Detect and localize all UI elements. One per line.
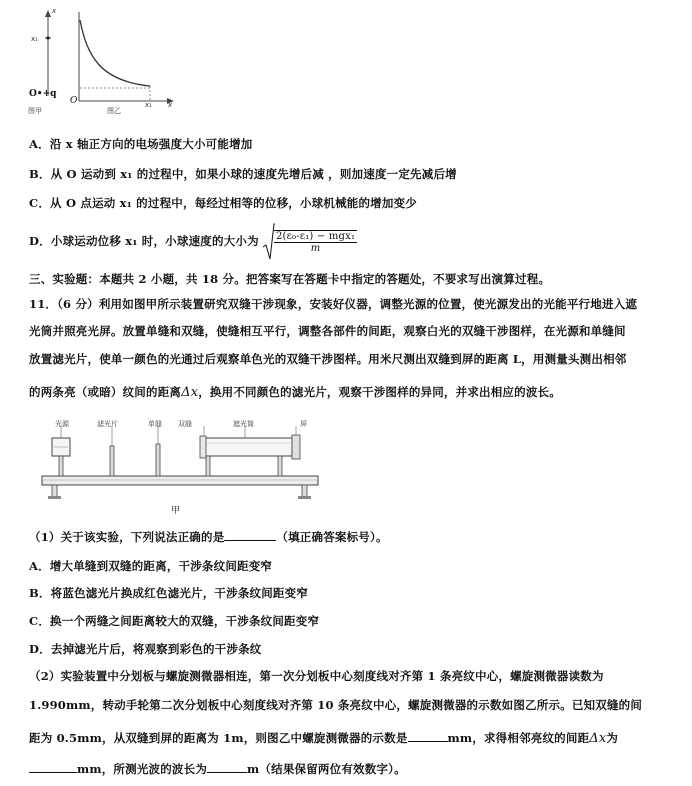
fraction-numerator: 2(ε₀-ε₁) − mgx₁	[276, 231, 356, 242]
fig-yi-origin: O	[70, 96, 78, 106]
sub2-reading-blank[interactable]	[408, 731, 448, 742]
top-figures	[25, 6, 185, 124]
sub2-wavelength-blank[interactable]	[207, 762, 247, 773]
sub2-line-4-a: mm，所测光波的波长为	[77, 762, 208, 776]
label-tube: 遮光筒	[233, 420, 254, 428]
label-light-source: 光源	[55, 420, 69, 428]
sub2-delta-x-symbol: Δx	[589, 731, 607, 746]
sub2-line-3-b: mm，求得相邻亮纹的间距	[447, 731, 590, 745]
q10-option-d-prefix: D．小球运动位移 x₁ 时，小球速度的大小为	[29, 234, 259, 248]
sub1-option-a: A．增大单缝到双缝的距离，干涉条纹间距变窄	[29, 559, 273, 573]
q11-line-4-a: 的两条亮（或暗）纹间的距离	[29, 385, 182, 399]
fig-yi-axis-label: x	[168, 101, 173, 109]
q11-line-3: 放置滤光片，使单一颜色的光通过后观察单色光的双缝干涉图样。用米尺测出双缝到屏的距离 L，用测量头测出相邻	[29, 352, 627, 366]
fraction-denominator: m	[310, 243, 321, 254]
delta-x-symbol: Δx	[181, 385, 199, 400]
q11-line-2: 光筒并照亮光屏。放置单缝和双缝，使缝相互平行，调整各部件的间距，观察白光的双缝干涉图样，在光源和单缝间	[29, 324, 626, 338]
sub2-line-3-a: 距为 0.5mm，从双缝到屏的距离为 1m，则图乙中螺旋测微器的示数是	[29, 731, 408, 745]
section-header: 三、实验题：本题共 2 小题，共 18 分。把答案写在答题卡中指定的答题处，不要求写出演算过程。	[29, 272, 551, 286]
q11-line-1: 11．（6 分）利用如图甲所示装置研究双缝干涉现象，安装好仪器，调整光源的位置，使光源发出的光能平行地进入遮	[29, 297, 638, 311]
fig-jia-axis-label: x	[52, 7, 57, 15]
apparatus-caption: 甲	[171, 506, 181, 516]
sub2-line-2: 1.990mm，转动手轮第二次分划板中心刻度线对齐第 10 条亮纹中心，螺旋测微器的示数如图乙所示。已知双缝的间	[29, 698, 643, 712]
sub1-option-b: B．将蓝色滤光片换成红色滤光片，干涉条纹间距变窄	[29, 586, 309, 600]
q11-line-4	[29, 384, 561, 400]
fig-jia-x1-label: x₁	[31, 35, 38, 43]
fig-jia-caption: 图甲	[28, 107, 42, 115]
sub1-stem-b: （填正确答案标号）。	[276, 530, 388, 544]
fig-yi-x1-label: x₁	[145, 101, 152, 109]
sub1-stem-a: （1）关于该实验，下列说法正确的是	[29, 530, 225, 544]
q11-line-4-b: ，换用不同颜色的滤光片，观察干涉图样的异同，并求出相应的波长。	[198, 385, 561, 399]
sub2-line-3	[29, 730, 618, 746]
fig-yi-caption: 图乙	[107, 107, 121, 115]
q10-option-a: A．沿 x 轴正方向的电场强度大小可能增加	[29, 137, 253, 151]
charge-label: O•+q	[29, 89, 57, 99]
sub2-line-4-b: m（结果保留两位有效数字）。	[247, 762, 406, 776]
q10-option-b: B．从 O 运动到 x₁ 的过程中，如果小球的速度先增后减 ，则加速度一定先减后增	[29, 167, 457, 181]
q10-option-d-fraction	[274, 230, 357, 254]
q10-option-c: C．从 O 点运动 x₁ 的过程中，每经过相等的位移，小球机械能的增加变少	[29, 196, 417, 210]
q10-option-d	[29, 223, 357, 261]
sub2-line-3-c: 为	[606, 731, 619, 745]
sub2-spacing-blank[interactable]	[29, 762, 77, 773]
sub1-option-c: C．换一个两缝之间距离较大的双缝，干涉条纹间距变窄	[29, 614, 320, 628]
label-single-slit: 单缝	[148, 420, 162, 428]
sub2-line-1: （2）实验装置中分划板与螺旋测微器相连，第一次分划板中心刻度线对齐第 1 条亮纹中心，螺旋测微器读数为	[29, 669, 604, 683]
sub2-line-4	[29, 761, 406, 777]
sub1-stem	[29, 529, 388, 545]
sub1-answer-blank[interactable]	[224, 530, 276, 541]
apparatus-figure	[40, 418, 325, 510]
label-screen: 屏	[300, 420, 307, 428]
label-filter: 滤光片	[97, 420, 118, 428]
sub1-option-d: D．去掉滤光片后，将观察到彩色的干涉条纹	[29, 642, 262, 656]
label-double-slit: 双缝	[178, 420, 192, 428]
